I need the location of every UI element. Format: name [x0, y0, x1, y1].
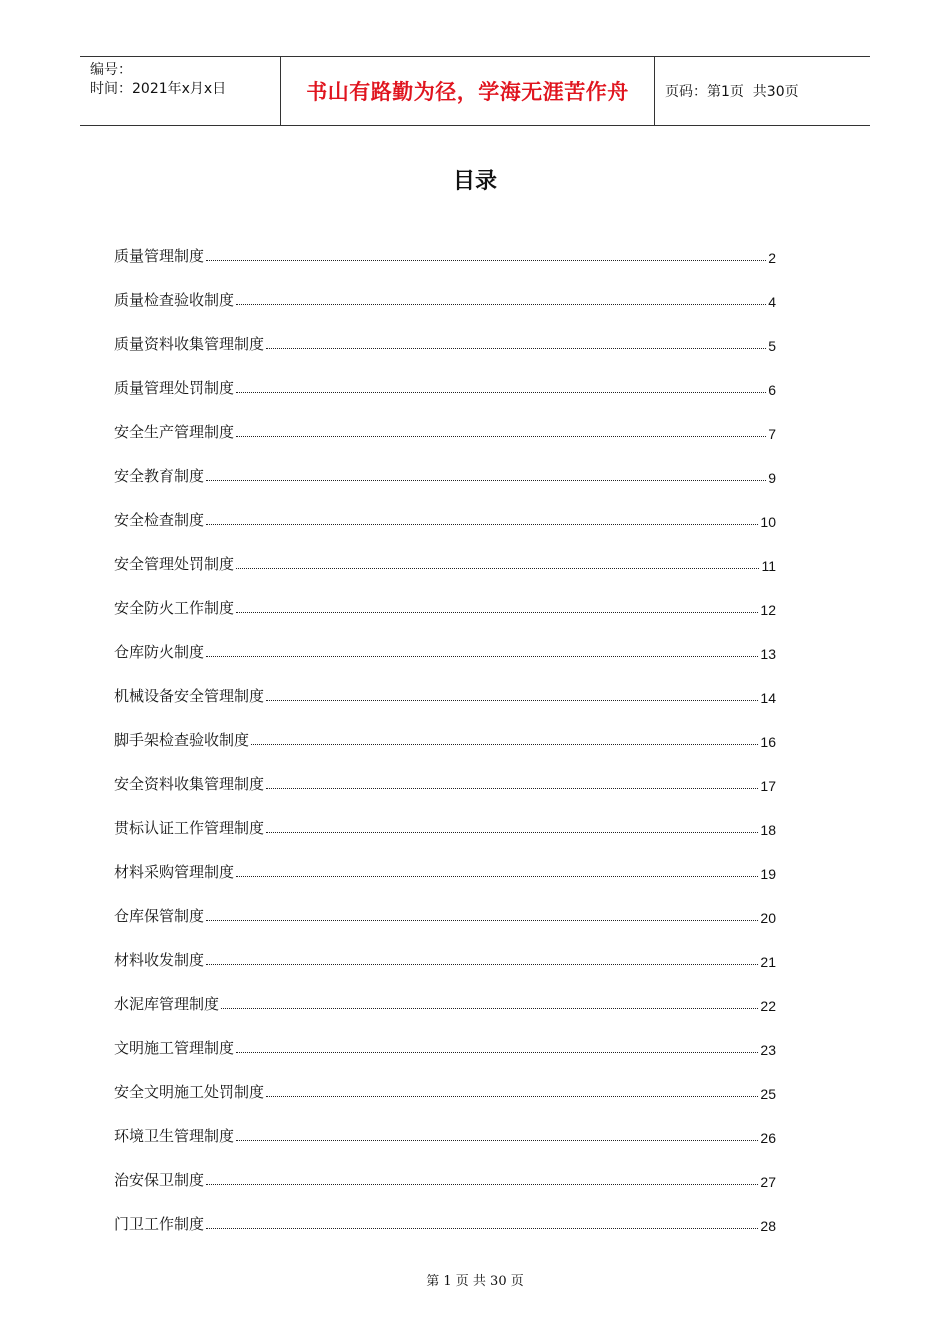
toc-dot-leader	[266, 347, 766, 349]
toc-entry-page-number: 14	[760, 690, 776, 706]
document-number-label: 编号：	[90, 62, 132, 78]
toc-entry-page-number: 7	[768, 426, 776, 442]
toc-entry[interactable]	[114, 882, 776, 926]
toc-entry-title: 安全检查制度	[114, 511, 205, 529]
toc-entry-page-number: 23	[760, 1042, 776, 1058]
table-of-contents	[114, 222, 776, 1234]
toc-dot-leader	[236, 567, 759, 569]
toc-entry-title: 环境卫生管理制度	[114, 1127, 235, 1145]
toc-dot-leader	[236, 435, 766, 437]
toc-dot-leader	[206, 919, 758, 921]
toc-entry-title: 文明施工管理制度	[114, 1039, 235, 1057]
toc-entry-page-number: 13	[760, 646, 776, 662]
toc-entry[interactable]	[114, 1102, 776, 1146]
toc-dot-leader	[236, 1139, 758, 1141]
page-header	[80, 56, 870, 126]
toc-dot-leader	[206, 1183, 758, 1185]
toc-dot-leader	[221, 1007, 758, 1009]
toc-entry-title: 门卫工作制度	[114, 1215, 205, 1233]
toc-dot-leader	[251, 743, 758, 745]
toc-entry-title: 材料收发制度	[114, 951, 205, 969]
toc-dot-leader	[236, 303, 766, 305]
toc-entry-title: 质量管理处罚制度	[114, 379, 235, 397]
toc-entry-page-number: 21	[760, 954, 776, 970]
toc-entry[interactable]	[114, 222, 776, 266]
toc-dot-leader	[236, 611, 758, 613]
toc-entry[interactable]	[114, 706, 776, 750]
toc-dot-leader	[206, 655, 758, 657]
toc-entry[interactable]	[114, 662, 776, 706]
toc-dot-leader	[206, 523, 758, 525]
toc-entry-page-number: 16	[760, 734, 776, 750]
toc-entry[interactable]	[114, 486, 776, 530]
toc-entry-page-number: 6	[768, 382, 776, 398]
toc-entry[interactable]	[114, 1014, 776, 1058]
toc-entry-title: 安全防火工作制度	[114, 599, 235, 617]
toc-entry[interactable]	[114, 750, 776, 794]
toc-entry-title: 安全教育制度	[114, 467, 205, 485]
toc-entry[interactable]	[114, 794, 776, 838]
toc-entry-title: 机械设备安全管理制度	[114, 687, 265, 705]
toc-entry[interactable]	[114, 530, 776, 574]
document-time-label: 时间：2021年x月x日	[90, 81, 227, 97]
toc-dot-leader	[206, 1227, 758, 1229]
toc-entry-page-number: 4	[768, 294, 776, 310]
toc-entry[interactable]	[114, 838, 776, 882]
toc-entry[interactable]	[114, 354, 776, 398]
toc-entry-title: 贯标认证工作管理制度	[114, 819, 265, 837]
toc-entry[interactable]	[114, 398, 776, 442]
toc-entry-page-number: 12	[760, 602, 776, 618]
toc-entry-title: 质量检查验收制度	[114, 291, 235, 309]
header-page-info	[655, 57, 870, 125]
toc-dot-leader	[266, 831, 758, 833]
toc-entry-title: 仓库防火制度	[114, 643, 205, 661]
toc-entry[interactable]	[114, 970, 776, 1014]
toc-entry[interactable]	[114, 618, 776, 662]
toc-dot-leader	[206, 259, 766, 261]
toc-entry-page-number: 9	[768, 470, 776, 486]
toc-entry-page-number: 10	[760, 514, 776, 530]
toc-entry-page-number: 26	[760, 1130, 776, 1146]
toc-dot-leader	[206, 479, 766, 481]
toc-entry-page-number: 20	[760, 910, 776, 926]
toc-entry-title: 质量资料收集管理制度	[114, 335, 265, 353]
toc-entry[interactable]	[114, 1190, 776, 1234]
toc-dot-leader	[236, 1051, 758, 1053]
toc-entry-page-number: 11	[761, 558, 776, 574]
header-meta	[80, 57, 281, 125]
page-title: 目录	[452, 169, 497, 194]
toc-dot-leader	[236, 391, 766, 393]
toc-entry-title: 水泥库管理制度	[114, 995, 220, 1013]
toc-entry-page-number: 17	[760, 778, 776, 794]
motto-text: 书山有路勤为径，学海无涯苦作舟	[306, 80, 629, 104]
toc-entry-title: 质量管理制度	[114, 247, 205, 265]
toc-dot-leader	[236, 875, 758, 877]
toc-entry-page-number: 22	[760, 998, 776, 1014]
toc-entry-title: 安全生产管理制度	[114, 423, 235, 441]
toc-entry[interactable]	[114, 1058, 776, 1102]
toc-dot-leader	[266, 699, 758, 701]
toc-entry[interactable]	[114, 1146, 776, 1190]
toc-entry-page-number: 5	[768, 338, 776, 354]
header-motto	[281, 57, 655, 125]
toc-entry[interactable]	[114, 926, 776, 970]
toc-entry[interactable]	[114, 266, 776, 310]
toc-entry-page-number: 18	[760, 822, 776, 838]
toc-dot-leader	[206, 963, 758, 965]
toc-entry-title: 治安保卫制度	[114, 1171, 205, 1189]
toc-dot-leader	[266, 1095, 758, 1097]
toc-entry-title: 仓库保管制度	[114, 907, 205, 925]
toc-entry-title: 安全文明施工处罚制度	[114, 1083, 265, 1101]
toc-entry-page-number: 19	[760, 866, 776, 882]
toc-dot-leader	[266, 787, 758, 789]
toc-entry-page-number: 2	[768, 250, 776, 266]
toc-entry[interactable]	[114, 310, 776, 354]
toc-entry-page-number: 25	[760, 1086, 776, 1102]
toc-entry-title: 安全资料收集管理制度	[114, 775, 265, 793]
toc-entry-title: 材料采购管理制度	[114, 863, 235, 881]
toc-entry[interactable]	[114, 442, 776, 486]
toc-entry-page-number: 27	[760, 1174, 776, 1190]
page-info-text: 页码：第1页 共30页	[665, 84, 799, 100]
toc-entry[interactable]	[114, 574, 776, 618]
toc-entry-title: 安全管理处罚制度	[114, 555, 235, 573]
toc-entry-page-number: 28	[760, 1218, 776, 1234]
page-footer: 第 1 页 共 30 页	[426, 1274, 524, 1289]
toc-entry-title: 脚手架检查验收制度	[114, 731, 250, 749]
